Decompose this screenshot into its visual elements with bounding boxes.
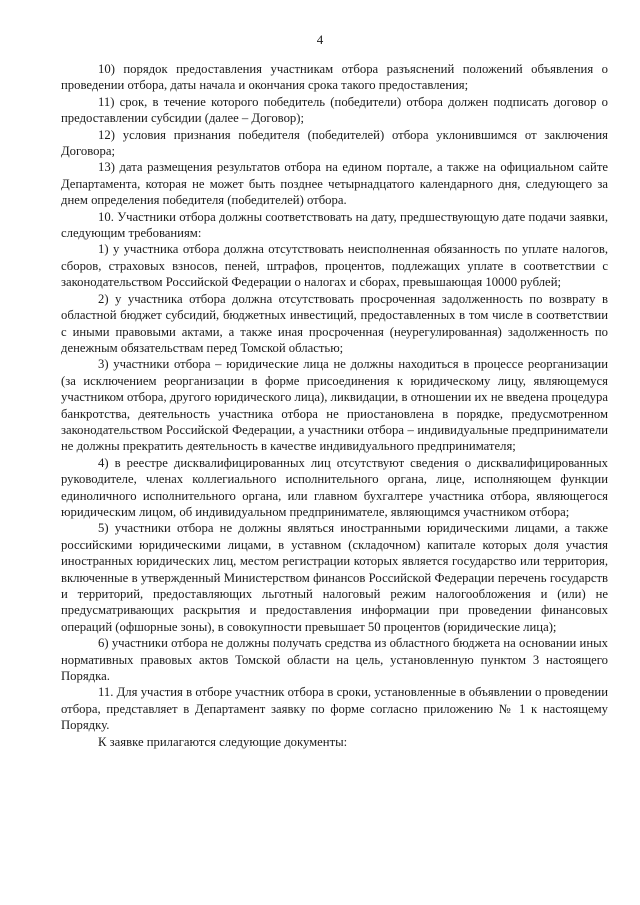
- requirement-4-disqualified-persons: 4) в реестре дисквалифицированных лиц отсутствуют сведения о дисквалифицированных руководителе, членах коллегиального исполнительного органа, лице, исполняющем функции единоличного исполнительного органа, или главном бухгалтере участника отбора, являющегося юридическим лицом, об индивидуальном предпринимателе, являющимся участником отбора;: [61, 455, 608, 519]
- clause-11-application-submission: 11. Для участия в отборе участник отбора в сроки, установленные в объявлении о проведении отбора, представляет в Департамент заявку по форме согласно приложению № 1 к настоящему Порядку.: [61, 685, 608, 733]
- item-10-clarification-order: 10) порядок предоставления участникам отбора разъяснений положений объявления о проведении отбора, даты начала и окончания срока такого предоставления;: [61, 62, 608, 93]
- attached-documents-intro: К заявке прилагаются следующие документы:: [98, 734, 348, 749]
- item-11-contract-signing-term: 11) срок, в течение которого победитель (победители) отбора должен подписать договор о предоставлении субсидии (далее – Договор);: [61, 94, 608, 126]
- item-12-evasion-conditions: 12) условия признания победителя (победителей) отбора уклонившимся от заключения Договора;: [61, 127, 608, 159]
- item-13-results-publication-date: 13) дата размещения результатов отбора на едином портале, а также на официальном сайте Департамента, которая не может быть позднее четырнадцатого календарного дня, следующего за днем определения победителя (победителей) отбора.: [61, 160, 608, 208]
- requirement-5-foreign-entities: 5) участники отбора не должны являться иностранными юридическими лицами, а также российскими юридическими лицами, в уставном (складочном) капитале которых доля участия иностранных юридических лиц, местом регистрации которых является государство или территория, включенные в утвержденный Министерством финансов Российской Федерации перечень государств и территорий, предоставляющих льготный налоговый режим налогообложения и (или) не предусматривающих раскрытия и предоставления информации при проведении финансовых операций (офшорные зоны), в совокупности превышает 50 процентов (юридические лица);: [61, 521, 608, 634]
- page-number: 4: [316, 32, 324, 47]
- requirement-2-overdue-debt: 2) у участника отбора должна отсутствовать просроченная задолженность по возврату в областной бюджет субсидий, бюджетных инвестиций, предоставленных в том числе в соответствии с иными правовыми актами, а также иная просроченная (неурегулированная) задолженность по денежным обязательствам перед Томской областью;: [61, 291, 608, 355]
- requirement-1-tax-debt: 1) у участника отбора должна отсутствовать неисполненная обязанность по уплате налогов, сборов, страховых взносов, пеней, штрафов, процентов, подлежащих уплате в соответствии с законодательством Российской Федерации о налогах и сборах, превышающая 10000 рублей;: [61, 242, 608, 290]
- document-body: [61, 61, 608, 750]
- requirement-6-other-funding: 6) участники отбора не должны получать средства из областного бюджета на основании иных нормативных правовых актов Томской области на цель, установленную пунктом 3 настоящего Порядка.: [61, 636, 608, 684]
- clause-10-participant-requirements: 10. Участники отбора должны соответствовать на дату, предшествующую дате подачи заявки, следующим требованиям:: [61, 209, 608, 241]
- requirement-3-reorganization: 3) участники отбора – юридические лица не должны находиться в процессе реорганизации (за исключением реорганизации в форме присоединения к юридическому лицу, являющемуся участником отбора, другого юридического лица), ликвидации, в отношении их не введена процедура банкротства, деятельность участника отбора не приостановлена в порядке, предусмотренном законодательством Российской Федерации, а участники отбора – индивидуальные предприниматели не должны прекратить деятельность в качестве индивидуального предпринимателя;: [61, 357, 608, 454]
